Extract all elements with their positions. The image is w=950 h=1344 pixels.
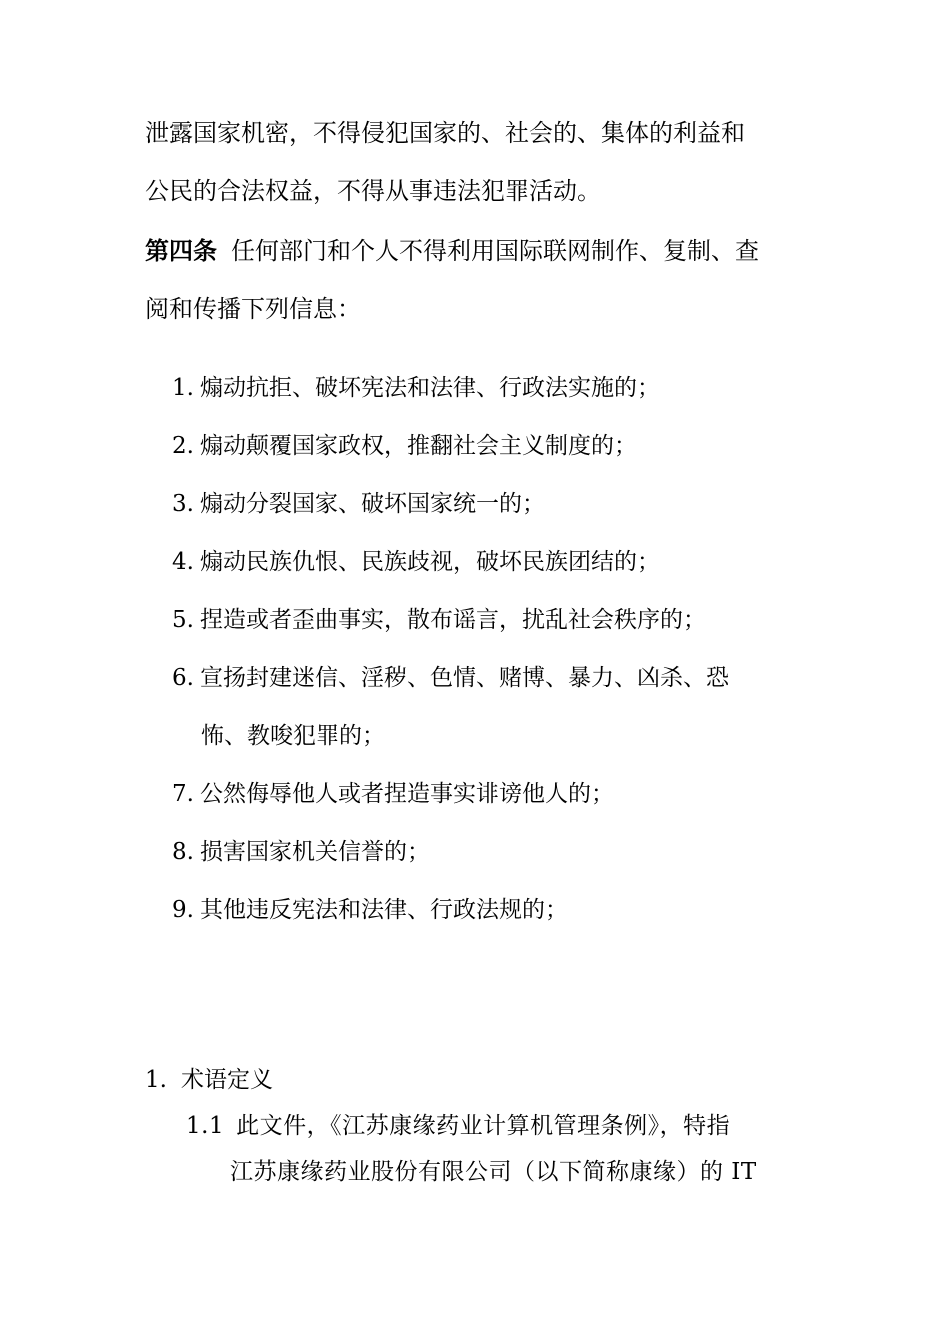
list-item — [172, 547, 660, 577]
list-item — [172, 779, 614, 809]
list-item-continuation: 怖、教唆犯罪的； — [201, 723, 385, 749]
list-item-text: 煽动颠覆国家政权，推翻社会主义制度的； — [199, 433, 637, 459]
list-item-text: 其他违反宪法和法律、行政法规的； — [199, 897, 568, 923]
list-item-text: 损害国家机关信誉的； — [199, 839, 430, 865]
list-item — [172, 489, 545, 519]
list-item — [172, 663, 729, 693]
list-item — [172, 895, 568, 925]
list-item-number: 1. — [172, 375, 194, 401]
article-4-label: 第四条 — [145, 236, 217, 265]
list-item-number: 3. — [172, 491, 194, 517]
paragraph-line-2: 公民的合法权益，不得从事违法犯罪活动。 — [145, 177, 601, 205]
section-number: 1. — [145, 1067, 167, 1093]
section-heading — [145, 1065, 273, 1095]
list-item-text: 煽动民族仇恨、民族歧视，破坏民族团结的； — [199, 549, 660, 575]
article-4-text: 任何部门和个人不得利用国际联网制作、复制、查 — [231, 237, 759, 265]
list-item-text: 煽动分裂国家、破坏国家统一的； — [199, 491, 545, 517]
list-item-number: 9. — [172, 897, 194, 923]
article-4-line-2: 阅和传播下列信息： — [145, 295, 361, 323]
subsection-number: 1.1 — [186, 1113, 225, 1139]
list-item-number: 8. — [172, 839, 194, 865]
subsection-line-2: 江苏康缘药业股份有限公司（以下简称康缘）的 IT — [230, 1159, 757, 1185]
list-item-number: 6. — [172, 665, 194, 691]
section-title: 术语定义 — [180, 1067, 273, 1093]
list-item-text: 宣扬封建迷信、淫秽、色情、赌博、暴力、凶杀、恐 — [199, 665, 729, 691]
list-item-number: 7. — [172, 781, 194, 807]
paragraph-line-1: 泄露国家机密，不得侵犯国家的、社会的、集体的利益和 — [145, 119, 745, 147]
list-item — [172, 373, 660, 403]
list-item-number: 2. — [172, 433, 194, 459]
list-item — [172, 605, 706, 635]
list-item-text: 煽动抗拒、破坏宪法和法律、行政法实施的； — [199, 375, 660, 401]
list-item-text: 捏造或者歪曲事实，散布谣言，扰乱社会秩序的； — [199, 607, 706, 633]
article-4-line-1 — [145, 236, 759, 266]
list-item — [172, 431, 637, 461]
subsection-line-1 — [186, 1111, 730, 1141]
list-item — [172, 837, 430, 867]
subsection-text: 此文件，《江苏康缘药业计算机管理条例》，特指 — [236, 1113, 731, 1139]
list-item-number: 4. — [172, 549, 194, 575]
list-item-number: 5. — [172, 607, 194, 633]
list-item-text: 公然侮辱他人或者捏造事实诽谤他人的； — [199, 781, 614, 807]
